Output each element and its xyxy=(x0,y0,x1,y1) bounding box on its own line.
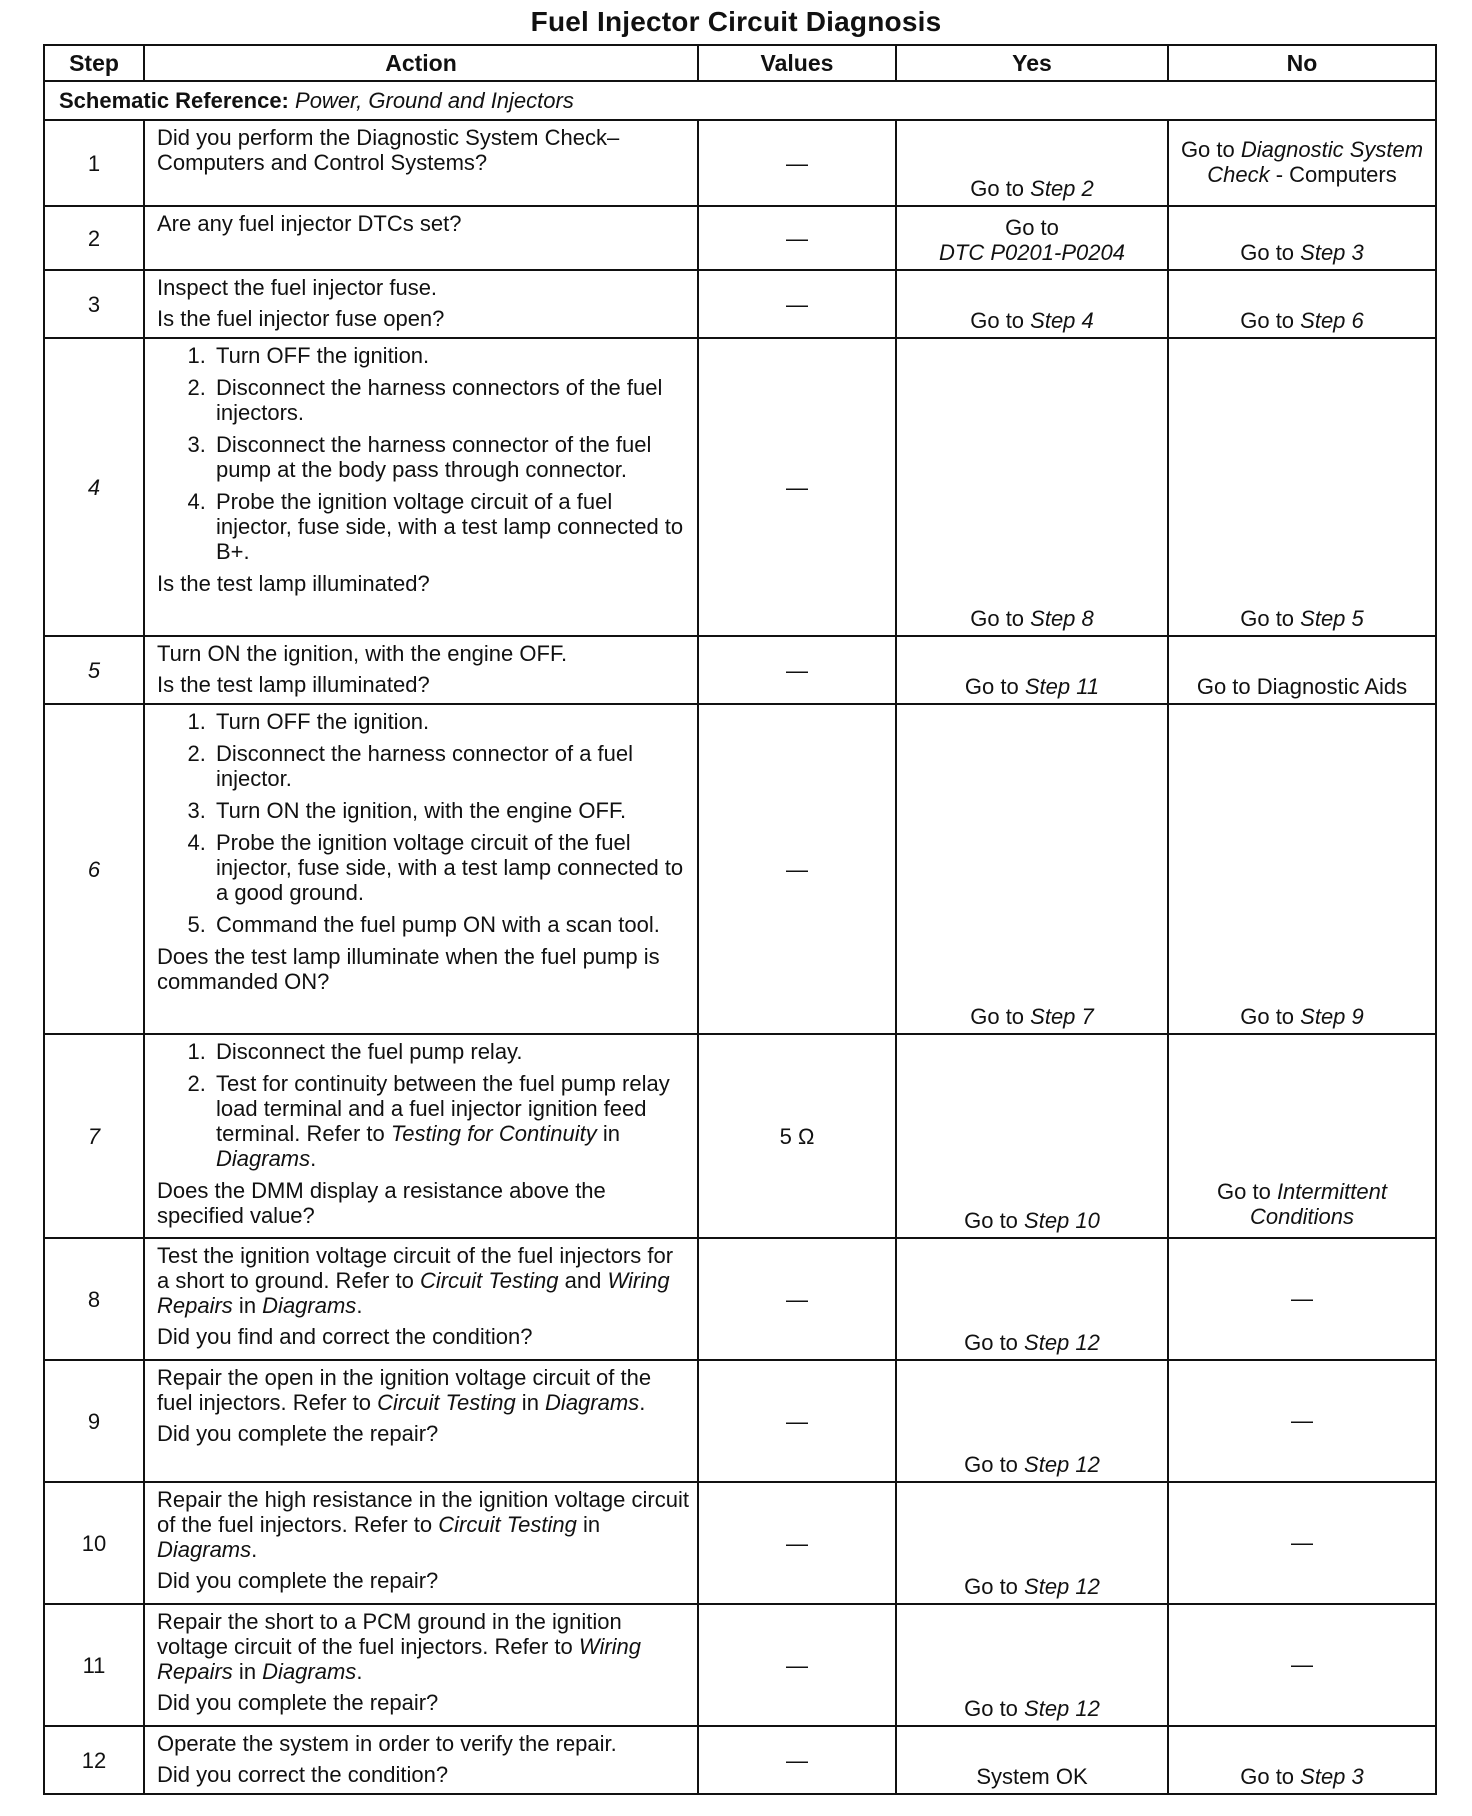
action-question: Did you complete the repair? xyxy=(157,1568,439,1593)
action-text: Repair the high resistance in the ignition voltage circuit of the fuel injectors. Refer to Circuit Testing in Diagrams. xyxy=(157,1487,689,1562)
no-cell: — xyxy=(1168,1360,1436,1482)
action-text: Test the ignition voltage circuit of the fuel injectors for a short to ground. Refer to Circuit Testing and Wiring Repairs in Diagrams. xyxy=(157,1243,674,1318)
yes-cell: Go to Step 4 xyxy=(896,270,1168,338)
action-question: Did you complete the repair? xyxy=(157,1421,439,1446)
intermittent-conditions-link[interactable]: Intermittent Conditions xyxy=(1250,1179,1387,1229)
action-question: Is the test lamp illuminated? xyxy=(157,571,430,596)
table-row xyxy=(44,270,1436,338)
wiring-repairs-link[interactable]: Wiring Repairs xyxy=(157,1634,642,1684)
table-row xyxy=(44,1360,1436,1482)
list-item: 1. Disconnect the fuel pump relay. xyxy=(212,1039,689,1064)
action-text: Turn ON the ignition, with the engine OFF. xyxy=(157,641,568,666)
no-cell: Go to Step 6 xyxy=(1168,270,1436,338)
no-cell: Go to Step 9 xyxy=(1168,704,1436,1034)
diagrams-link[interactable]: Diagrams xyxy=(216,1146,311,1171)
value-cell: — xyxy=(698,1238,896,1360)
action-cell xyxy=(144,1726,698,1794)
action-cell xyxy=(144,1360,698,1482)
step-link[interactable]: Step 11 xyxy=(1024,674,1100,699)
page-title: Fuel Injector Circuit Diagnosis xyxy=(530,6,942,37)
list-item: 3. Disconnect the harness connector of the fuel pump at the body pass through connector. xyxy=(212,432,689,482)
value-cell: — xyxy=(698,120,896,206)
list-item: 4. Probe the ignition voltage circuit of a fuel injector, fuse side, with a test lamp connected to B+. xyxy=(212,489,689,564)
step-number: 2 xyxy=(44,206,144,270)
action-question: Does the test lamp illuminate when the fuel pump is commanded ON? xyxy=(157,944,660,994)
action-cell xyxy=(144,120,698,206)
no-cell: Go to Step 3 xyxy=(1168,1726,1436,1794)
no-cell: Go to Step 5 xyxy=(1168,338,1436,636)
step-link[interactable]: Step 12 xyxy=(1024,1452,1100,1477)
step-number: 5 xyxy=(44,636,144,704)
step-link[interactable]: Step 12 xyxy=(1024,1574,1100,1599)
value-cell: — xyxy=(698,206,896,270)
yes-cell: Go to Step 12 xyxy=(896,1238,1168,1360)
table-row xyxy=(44,120,1436,206)
value-cell: — xyxy=(698,1360,896,1482)
procedure-list xyxy=(157,1039,689,1171)
action-cell xyxy=(144,1604,698,1726)
value-cell: — xyxy=(698,704,896,1034)
step-link[interactable]: Step 8 xyxy=(1030,606,1094,631)
step-number: 7 xyxy=(44,1034,144,1238)
step-number: 6 xyxy=(44,704,144,1034)
action-cell xyxy=(144,270,698,338)
list-item: 3. Turn ON the ignition, with the engine OFF. xyxy=(212,798,689,823)
step-number: 1 xyxy=(44,120,144,206)
action-question: Does the DMM display a resistance above the specified value? xyxy=(157,1178,606,1228)
list-item: 1. Turn OFF the ignition. xyxy=(212,709,689,734)
header-step: Step xyxy=(44,45,144,81)
step-number: 10 xyxy=(44,1482,144,1604)
step-link[interactable]: Step 2 xyxy=(1030,176,1094,201)
action-cell xyxy=(144,338,698,636)
procedure-list xyxy=(157,709,689,937)
step-link[interactable]: Step 6 xyxy=(1300,308,1364,333)
list-item: 2. Disconnect the harness connector of a fuel injector. xyxy=(212,741,689,791)
step-link[interactable]: Step 3 xyxy=(1300,240,1364,265)
step-link[interactable]: Step 12 xyxy=(1024,1330,1100,1355)
step-number: 8 xyxy=(44,1238,144,1360)
step-link[interactable]: Step 7 xyxy=(1030,1004,1094,1029)
yes-cell: Go to Step 12 xyxy=(896,1482,1168,1604)
circuit-testing-link[interactable]: Circuit Testing xyxy=(377,1390,516,1415)
action-question: Did you correct the condition? xyxy=(157,1762,449,1787)
step-number: 11 xyxy=(44,1604,144,1726)
step-link[interactable]: Step 4 xyxy=(1030,308,1094,333)
diagnostic-system-check-link[interactable]: Diagnostic System Check xyxy=(1207,137,1424,187)
schematic-value: Power, Ground and Injectors xyxy=(295,88,574,113)
yes-cell: System OK xyxy=(896,1726,1168,1794)
header-yes: Yes xyxy=(896,45,1168,81)
step-link[interactable]: Step 10 xyxy=(1024,1208,1100,1233)
action-cell xyxy=(144,1034,698,1238)
wiring-repairs-link[interactable]: Wiring Repairs xyxy=(157,1268,670,1318)
list-item: 2. Disconnect the harness connectors of the fuel injectors. xyxy=(212,375,689,425)
table-row xyxy=(44,1482,1436,1604)
value-cell: — xyxy=(698,338,896,636)
value-cell: — xyxy=(698,636,896,704)
procedure-list xyxy=(157,343,689,564)
table-row xyxy=(44,636,1436,704)
header-row xyxy=(44,45,1436,81)
testing-for-continuity-link[interactable]: Testing for Continuity xyxy=(390,1121,597,1146)
yes-cell: Go to Step 2 xyxy=(896,120,1168,206)
diagrams-link[interactable]: Diagrams xyxy=(262,1659,357,1684)
step-link[interactable]: Step 5 xyxy=(1300,606,1364,631)
table-row xyxy=(44,1604,1436,1726)
schematic-reference-row xyxy=(44,81,1436,120)
no-cell: Go to Intermittent Conditions xyxy=(1168,1034,1436,1238)
value-cell: — xyxy=(698,1604,896,1726)
table-row xyxy=(44,338,1436,636)
action-cell xyxy=(144,206,698,270)
step-number: 4 xyxy=(44,338,144,636)
no-cell: — xyxy=(1168,1238,1436,1360)
diagnosis-table xyxy=(43,44,1437,1795)
dtc-link[interactable]: DTC P0201-P0204 xyxy=(939,240,1125,265)
action-question: Is the fuel injector fuse open? xyxy=(157,306,445,331)
circuit-testing-link[interactable]: Circuit Testing xyxy=(419,1268,559,1293)
action-text: Repair the short to a PCM ground in the ignition voltage circuit of the fuel injectors. Refer to Wiring Repairs in Diagrams. xyxy=(157,1609,642,1684)
no-cell: Go to Diagnostic Aids xyxy=(1168,636,1436,704)
yes-cell: Go to Step 8 xyxy=(896,338,1168,636)
yes-cell: Go to Step 11 xyxy=(896,636,1168,704)
table-row xyxy=(44,1034,1436,1238)
step-link[interactable]: Step 9 xyxy=(1300,1004,1364,1029)
schematic-label: Schematic Reference: xyxy=(59,88,289,113)
yes-cell: Go to Step 10 xyxy=(896,1034,1168,1238)
value-cell: — xyxy=(698,1482,896,1604)
list-item: 4. Probe the ignition voltage circuit of the fuel injector, fuse side, with a test lamp connected to a good ground. xyxy=(212,830,689,905)
yes-cell: Go to DTC P0201-P0204 xyxy=(896,206,1168,270)
step-number: 9 xyxy=(44,1360,144,1482)
no-cell: — xyxy=(1168,1482,1436,1604)
action-text: Operate the system in order to verify the repair. xyxy=(157,1731,617,1756)
diagrams-link[interactable]: Diagrams xyxy=(157,1537,252,1562)
action-cell xyxy=(144,636,698,704)
action-cell xyxy=(144,1482,698,1604)
table-row xyxy=(44,704,1436,1034)
table-row xyxy=(44,1726,1436,1794)
list-item: 5. Command the fuel pump ON with a scan tool. xyxy=(212,912,689,937)
action-cell xyxy=(144,704,698,1034)
step-number: 12 xyxy=(44,1726,144,1794)
header-values: Values xyxy=(698,45,896,81)
action-text: Inspect the fuel injector fuse. xyxy=(157,275,438,300)
table-row xyxy=(44,206,1436,270)
action-question: Did you find and correct the condition? xyxy=(157,1324,533,1349)
yes-cell: Go to Step 12 xyxy=(896,1604,1168,1726)
yes-cell: Go to Step 12 xyxy=(896,1360,1168,1482)
header-no: No xyxy=(1168,45,1436,81)
step-link[interactable]: Step 12 xyxy=(1024,1696,1100,1721)
action-question: Is the test lamp illuminated? xyxy=(157,672,430,697)
action-text: Did you perform the Diagnostic System Check–Computers and Control Systems? xyxy=(157,125,620,175)
table-row xyxy=(44,1238,1436,1360)
diagrams-link[interactable]: Diagrams xyxy=(545,1390,640,1415)
circuit-testing-link[interactable]: Circuit Testing xyxy=(438,1512,577,1537)
no-cell: Go to Step 3 xyxy=(1168,206,1436,270)
action-cell xyxy=(144,1238,698,1360)
no-cell: — xyxy=(1168,1604,1436,1726)
value-cell: 5 Ω xyxy=(698,1034,896,1238)
action-question: Did you complete the repair? xyxy=(157,1690,439,1715)
step-number: 3 xyxy=(44,270,144,338)
header-action: Action xyxy=(144,45,698,81)
list-item: 1. Turn OFF the ignition. xyxy=(212,343,689,368)
action-text: Repair the open in the ignition voltage circuit of the fuel injectors. Refer to Circuit Testing in Diagrams. xyxy=(157,1365,652,1415)
diagrams-link[interactable]: Diagrams xyxy=(262,1293,357,1318)
no-cell: Go to Diagnostic System Check - Computers xyxy=(1168,120,1436,206)
yes-cell: Go to Step 7 xyxy=(896,704,1168,1034)
value-cell: — xyxy=(698,1726,896,1794)
list-item: 2. Test for continuity between the fuel pump relay load terminal and a fuel injector ignition feed terminal. Refer to Testing for Continuity in Diagrams. xyxy=(212,1071,689,1171)
action-text: Are any fuel injector DTCs set? xyxy=(157,211,462,236)
step-link[interactable]: Step 3 xyxy=(1300,1764,1364,1789)
value-cell: — xyxy=(698,270,896,338)
